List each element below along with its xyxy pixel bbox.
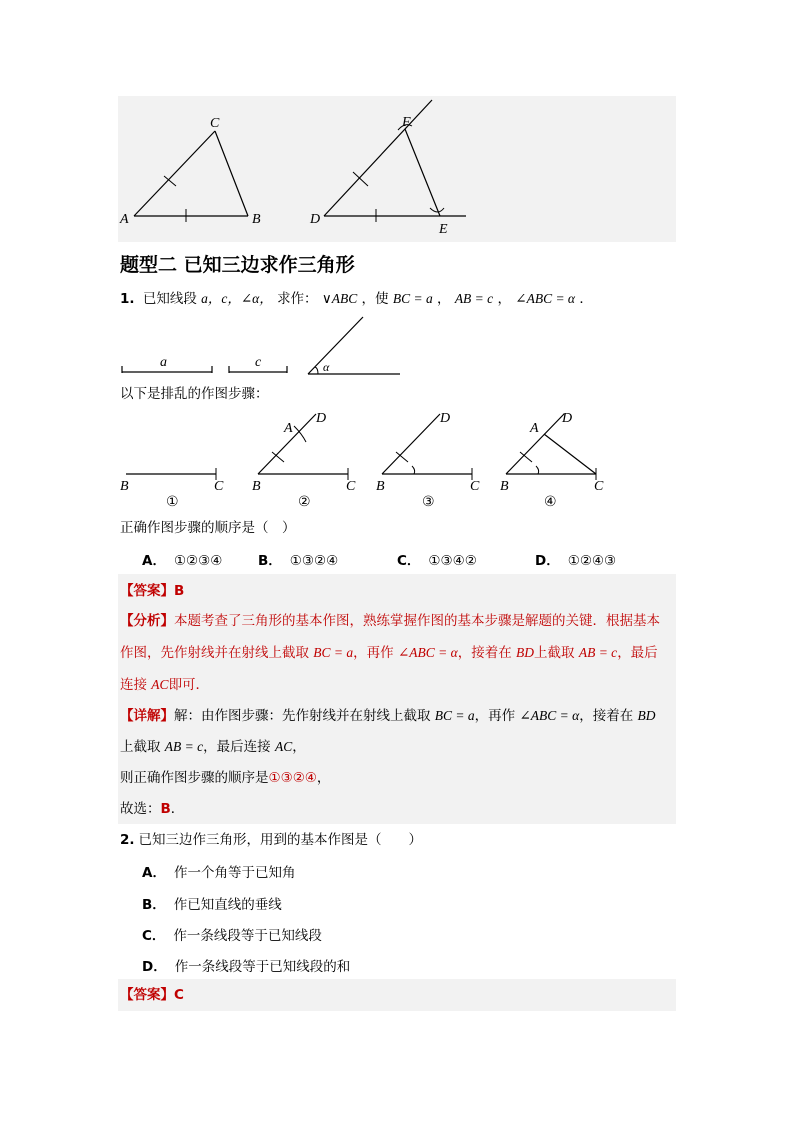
label-d: D [310, 212, 321, 227]
q1-detail-1a: 解：由作图步骤：先作射线并在射线上截取 [174, 708, 431, 724]
q2-option-d-label: D． [142, 959, 167, 975]
q1-option-c-text: ①③④② [428, 553, 477, 569]
q1-analysis-2e: ，接着在 [457, 645, 512, 661]
q1-option-d-label: D． [535, 553, 560, 569]
step-2-label-c: C [346, 479, 356, 494]
q1-analysis-2c: ，再作 [353, 645, 394, 661]
q1-analysis-line-3 [120, 675, 209, 695]
q1-final-b: B [160, 801, 171, 817]
q1-analysis-2d: ∠ABC = α [397, 645, 458, 660]
segment-a [122, 355, 212, 373]
q1-option-c[interactable] [397, 549, 477, 569]
q1-detail-line-1 [120, 706, 656, 726]
q2-option-a-text: 作一个角等于已知角 [173, 865, 296, 881]
q2-option-b-label: B． [142, 897, 166, 913]
q1-answer-line [120, 581, 184, 601]
q1-analysis-line-1 [120, 611, 660, 631]
q1-detail-2d: AC [274, 739, 293, 754]
step-3-label-d: D [440, 411, 451, 426]
q1-question: 正确作图步骤的顺序是（ ） [120, 520, 296, 536]
q1-stem-sep: ， [437, 291, 451, 307]
q2-option-d[interactable] [142, 955, 350, 975]
segment-c [229, 355, 287, 373]
angle-alpha [308, 317, 400, 374]
q1-final-line [120, 799, 184, 819]
q1-detail-2c: ，最后连接 [203, 739, 271, 755]
step-4-label-b: B [500, 479, 509, 494]
step-2-number: ② [298, 494, 311, 510]
q1-stem-eq3: ∠ABC = α [515, 291, 576, 306]
q2-answer-tag: 【答案】 [120, 987, 174, 1003]
q2-option-b[interactable] [142, 893, 282, 913]
step-4-number: ④ [544, 494, 557, 510]
q1-stem-end: ． [579, 291, 593, 307]
q1-analysis-2g: 上截取 [534, 645, 575, 661]
segment-c-label: c [255, 355, 262, 370]
q1-final-c: ． [170, 801, 185, 817]
q1-detail-3c: ， [316, 770, 331, 786]
q1-detail-3a: 则正确作图步骤的顺序是 [120, 770, 269, 786]
q1-stem-mid: 求作： [277, 291, 318, 307]
step-2-label-a: A [284, 421, 293, 436]
q2-stem-text: 已知三边作三角形，用到的基本作图是（ ） [138, 832, 423, 848]
q1-option-a[interactable] [142, 549, 222, 569]
q1-detail-line-3 [120, 768, 330, 788]
q2-option-b-text: 作已知直线的垂线 [173, 897, 282, 913]
q1-stem-vars: a，c，∠α， [201, 291, 273, 306]
q1-analysis-line-2 [120, 643, 658, 663]
q1-detail-2e: ， [292, 739, 306, 755]
q1-option-d[interactable] [535, 549, 616, 569]
step-4-label-a: A [530, 421, 539, 436]
q1-final-a: 故选： [120, 801, 161, 817]
triangle-abc [119, 116, 261, 227]
q2-number: 2. [120, 832, 135, 848]
segment-a-label: a [160, 355, 167, 370]
step-2-label-d: D [316, 411, 327, 426]
q1-detail-1e: ，接着在 [579, 708, 634, 724]
q1-option-b-label: B． [258, 553, 282, 569]
q1-stem-prefix: 已知线段 [142, 291, 197, 307]
q1-option-b[interactable] [258, 549, 338, 569]
q1-detail-1c: ，再作 [474, 708, 516, 724]
q2-option-a-label: A． [142, 865, 166, 881]
q1-detail-2a: 上截取 [120, 739, 161, 755]
q1-detail-1f: BD [637, 708, 656, 723]
q1-answer-value: B [174, 583, 185, 599]
q2-answer-panel [118, 979, 676, 1011]
section-heading: 题型二 已知三边求作三角形 [120, 254, 355, 276]
step-1-figure [120, 468, 224, 510]
triangle-def [309, 100, 466, 237]
q1-detail-1b: BC = a [434, 708, 475, 723]
q1-option-a-text: ①②③④ [173, 553, 223, 569]
q2-option-c-label: C． [142, 928, 166, 944]
step-2-figure [252, 411, 356, 510]
q1-option-a-label: A． [142, 553, 166, 569]
q1-option-b-text: ①③②④ [289, 553, 339, 569]
q1-analysis-3b: AC [151, 677, 169, 692]
q1-detail-2b: AB = c [164, 739, 204, 754]
q1-number: 1. [120, 291, 135, 307]
label-f: F [402, 115, 411, 130]
q1-detail-1d: ∠ABC = α [519, 708, 580, 723]
step-1-label-c: C [214, 479, 224, 494]
construction-steps-figure [116, 406, 616, 514]
q1-analysis-tag: 【分析】 [120, 613, 174, 629]
label-e: E [439, 222, 448, 237]
q1-stem [120, 289, 593, 309]
angle-alpha-label: α [323, 360, 330, 374]
q2-answer-value: C [174, 987, 184, 1003]
step-3-figure [376, 411, 480, 510]
q1-option-d-text: ①②④③ [567, 553, 617, 569]
q2-answer-line [120, 985, 184, 1005]
step-4-figure [500, 411, 604, 510]
label-b: B [252, 212, 261, 227]
step-2-label-b: B [252, 479, 261, 494]
q1-analysis-text-1: 本题考查了三角形的基本作图，熟练掌握作图的基本步骤是解题的关键．根据基本 [174, 613, 660, 629]
step-3-label-c: C [470, 479, 480, 494]
q1-stem-eq2: AB = c [454, 291, 494, 306]
step-4-label-d: D [562, 411, 573, 426]
q2-option-d-text: 作一条线段等于已知线段的和 [174, 959, 351, 975]
q1-analysis-2b: BC = a [313, 645, 354, 660]
top-figure-panel [118, 96, 676, 242]
q1-analysis-2h: AB = c [578, 645, 618, 660]
q1-analysis-3c: 即可． [168, 677, 210, 693]
top-triangles-figure [118, 96, 676, 242]
step-1-number: ① [166, 494, 179, 510]
q1-analysis-2a: 作图，先作射线并在射线上截取 [120, 645, 309, 661]
q1-stem-eq1: BC = a [392, 291, 433, 306]
q1-answer-tag: 【答案】 [120, 583, 174, 599]
q1-analysis-2f: BD [516, 645, 535, 660]
q1-detail-tag: 【详解】 [120, 708, 174, 724]
q1-stem-sep2: ， [497, 291, 511, 307]
step-3-label-b: B [376, 479, 385, 494]
step-4-label-c: C [594, 479, 604, 494]
q1-option-c-label: C． [397, 553, 421, 569]
q1-analysis-2i: ，最后 [617, 645, 658, 661]
q2-stem [120, 830, 422, 850]
q2-option-c-text: 作一条线段等于已知线段 [173, 928, 322, 944]
label-a: A [120, 212, 129, 227]
q2-option-c[interactable] [142, 924, 322, 944]
q1-detail-3b: ①③②④ [268, 770, 317, 786]
label-c: C [210, 116, 220, 131]
step-1-label-b: B [120, 479, 129, 494]
step-3-number: ③ [422, 494, 435, 510]
q1-stem-cond1: ，使 [361, 291, 389, 307]
q1-analysis-3a: 连接 [120, 677, 147, 693]
given-segments-figure [118, 312, 418, 380]
q2-option-a[interactable] [142, 861, 295, 881]
q1-stem-tri: ∨ABC [321, 291, 358, 306]
q1-detail-line-2 [120, 737, 306, 757]
q1-steps-intro: 以下是排乱的作图步骤： [120, 386, 269, 402]
